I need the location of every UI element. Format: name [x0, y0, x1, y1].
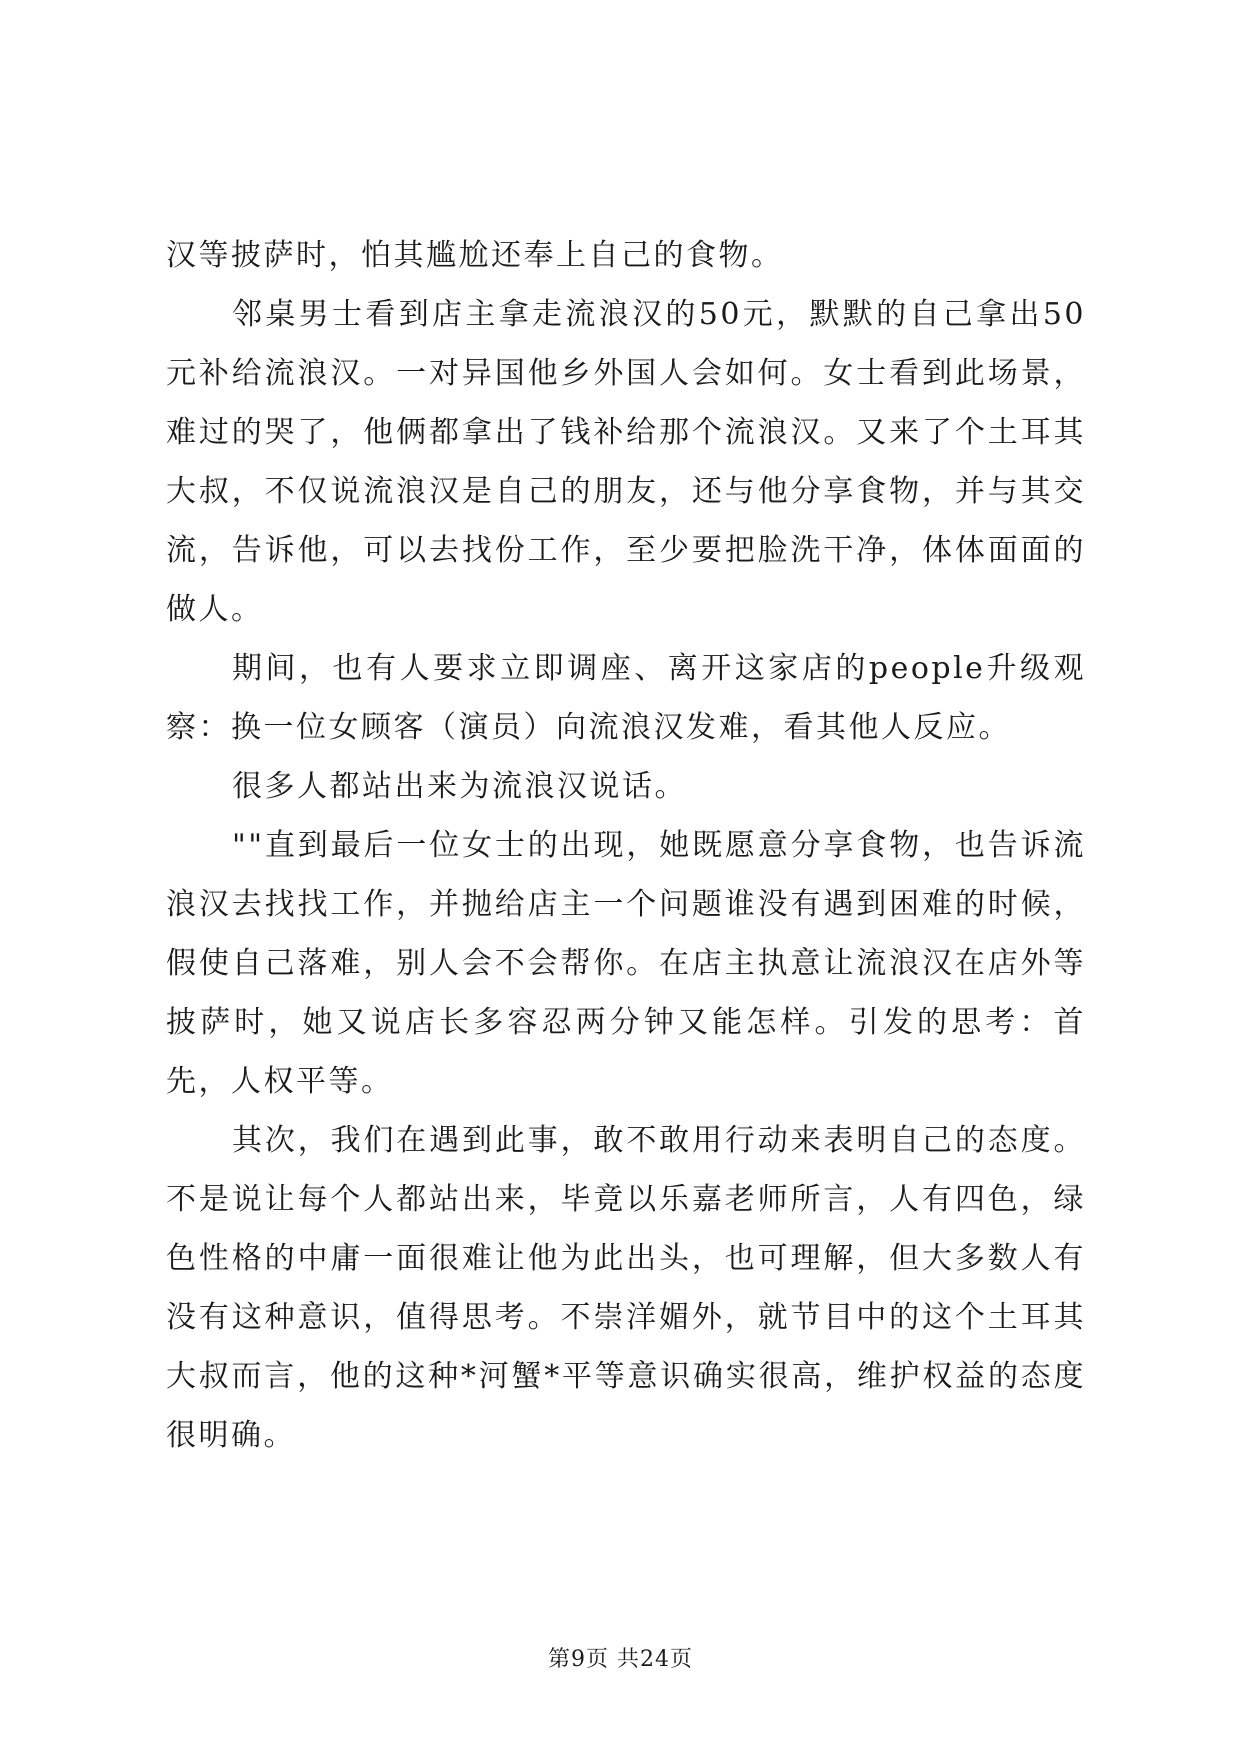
paragraph-1: 汉等披萨时，怕其尴尬还奉上自己的食物。: [166, 238, 784, 273]
paragraph-3: 期间，也有人要求立即调座、离开这家店的people升级观察：换一位女顾客（演员）向流浪汉发难，看其他人反应。: [166, 651, 1086, 745]
body-text: [166, 226, 1086, 1465]
paragraph-5: ""直到最后一位女士的出现，她既愿意分享食物，也告诉流浪汉去找找工作，并抛给店主一个问题谁没有遇到困难的时候，假使自己落难，别人会不会帮你。在店主执意让流浪汉在店外等披萨时，她又说店长多容忍两分钟又能怎样。引发的思考：首先，人权平等。: [166, 828, 1086, 1099]
page-footer: [0, 1642, 1241, 1673]
paragraph-4: 很多人都站出来为流浪汉说话。: [232, 769, 687, 804]
page-number-label: 第9页 共24页: [548, 1647, 693, 1672]
paragraph-2: 邻桌男士看到店主拿走流浪汉的50元，默默的自己拿出50元补给流浪汉。一对异国他乡外国人会如何。女士看到此场景，难过的哭了，他俩都拿出了钱补给那个流浪汉。又来了个土耳其大叔，不仅说流浪汉是自己的朋友，还与他分享食物，并与其交流，告诉他，可以去找份工作，至少要把脸洗干净，体体面面的做人。: [166, 297, 1086, 627]
paragraph-6: 其次，我们在遇到此事，敢不敢用行动来表明自己的态度。不是说让每个人都站出来，毕竟以乐嘉老师所言，人有四色，绿色性格的中庸一面很难让他为此出头，也可理解，但大多数人有没有这种意识，值得思考。不崇洋媚外，就节目中的这个土耳其大叔而言，他的这种*河蟹*平等意识确实很高，维护权益的态度很明确。: [166, 1123, 1086, 1453]
